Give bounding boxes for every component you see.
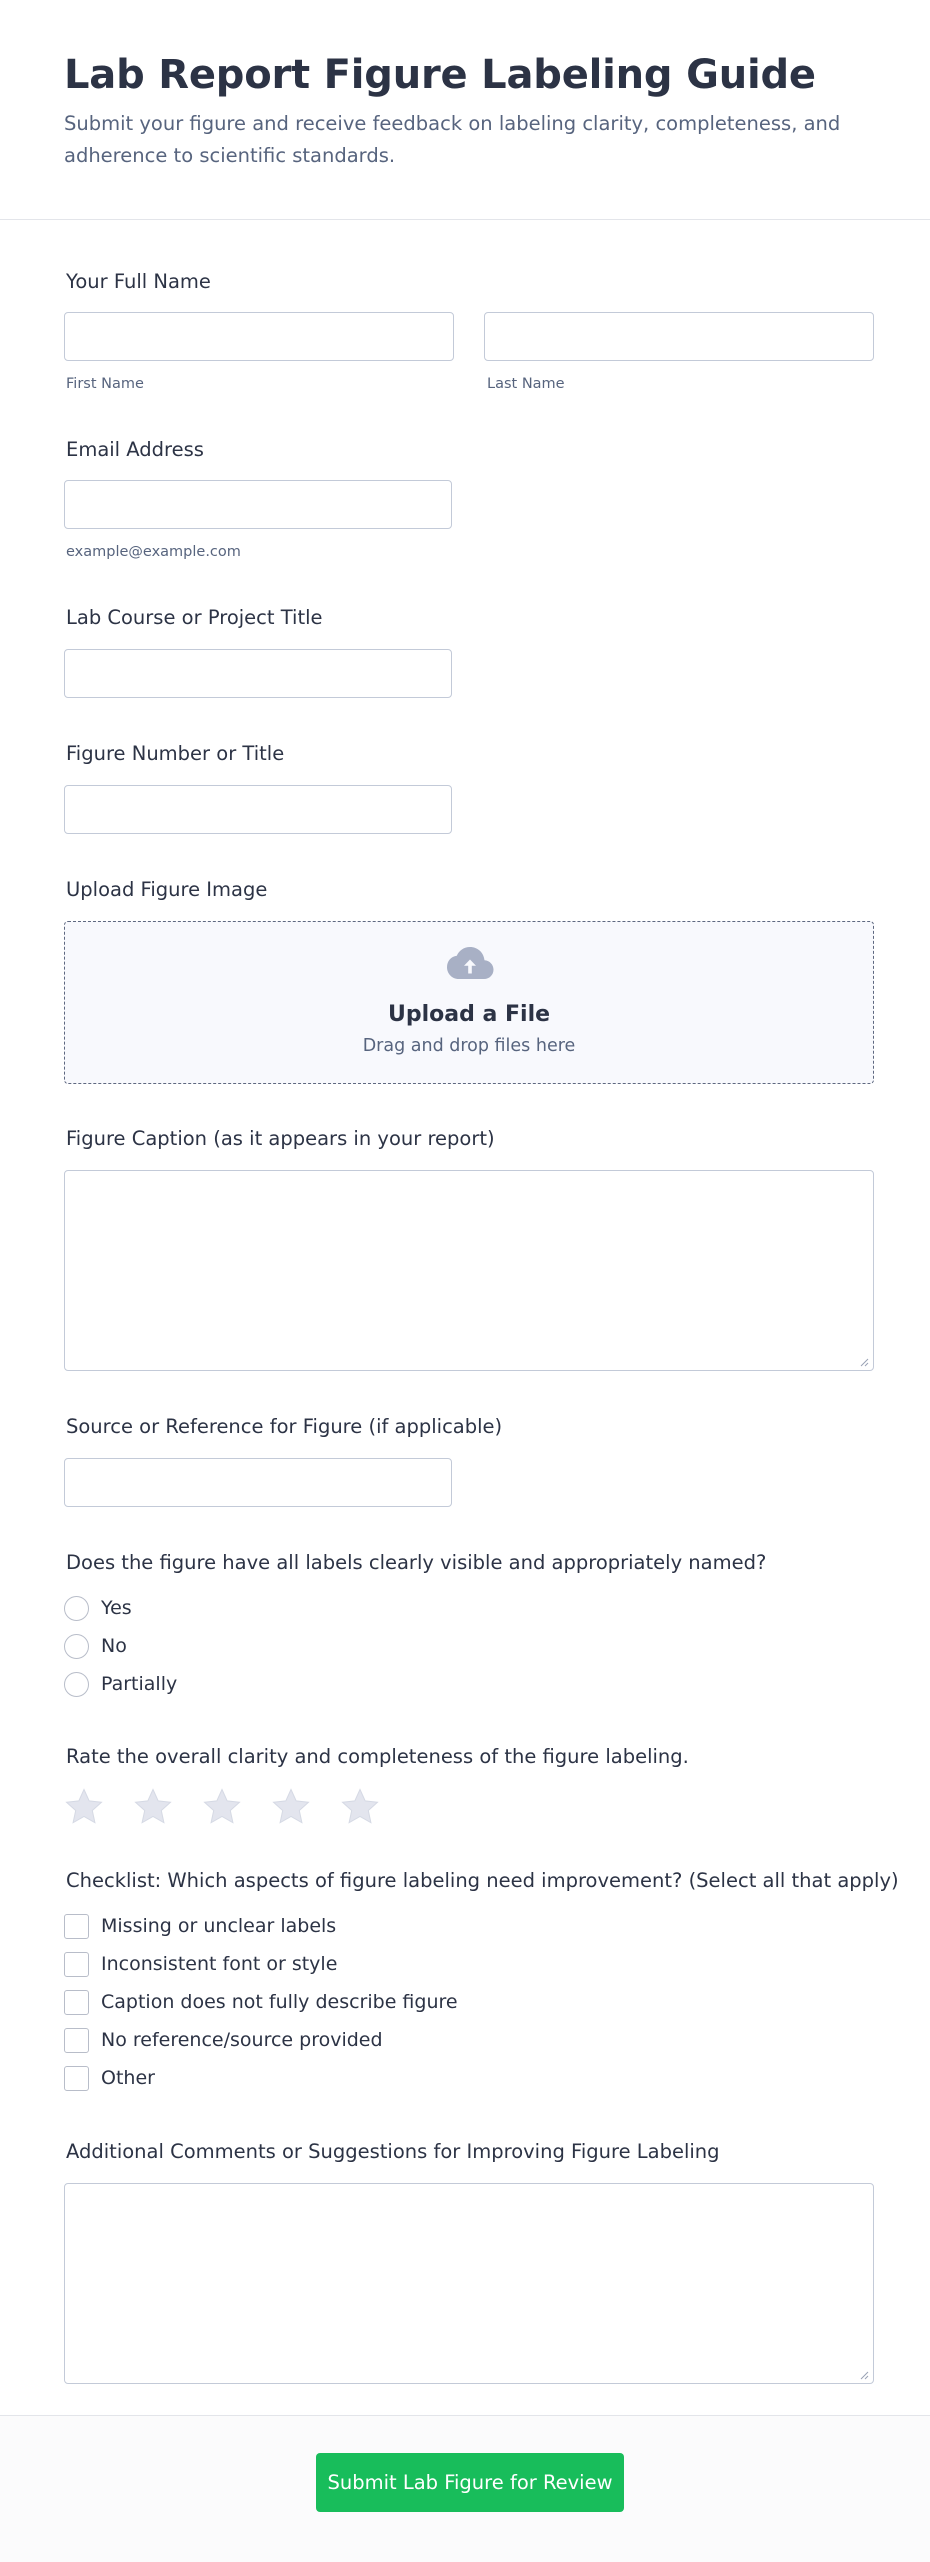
resize-grip-icon[interactable] bbox=[859, 1357, 869, 1367]
checkbox-option-label: Missing or unclear labels bbox=[101, 1915, 337, 1937]
radio-option-no[interactable] bbox=[64, 1632, 127, 1660]
course-label: Lab Course or Project Title bbox=[66, 606, 323, 629]
comments-label: Additional Comments or Suggestions for Improving Figure Labeling bbox=[66, 2140, 720, 2163]
radio-button[interactable] bbox=[64, 1596, 89, 1621]
checkbox-option-label: Other bbox=[101, 2067, 155, 2089]
checkbox-option-inconsistent-font[interactable] bbox=[64, 1950, 337, 1978]
upload-hint: Drag and drop files here bbox=[362, 1036, 576, 1056]
radio-option-label: No bbox=[101, 1635, 127, 1657]
form-footer bbox=[0, 2415, 930, 2562]
comments-textarea[interactable] bbox=[64, 2183, 874, 2384]
caption-textarea[interactable] bbox=[64, 1170, 874, 1371]
checkbox-option-caption[interactable] bbox=[64, 1988, 458, 2016]
figure-title-label: Figure Number or Title bbox=[66, 742, 285, 765]
email-label: Email Address bbox=[66, 438, 204, 461]
first-name-sublabel: First Name bbox=[66, 376, 144, 392]
last-name-sublabel: Last Name bbox=[487, 376, 565, 392]
checkbox[interactable] bbox=[64, 1952, 89, 1977]
source-label: Source or Reference for Figure (if applicable) bbox=[66, 1415, 503, 1438]
checkbox-option-label: Inconsistent font or style bbox=[101, 1953, 338, 1975]
star-icon[interactable] bbox=[202, 1787, 242, 1827]
star-icon[interactable] bbox=[133, 1787, 173, 1827]
caption-label: Figure Caption (as it appears in your report) bbox=[66, 1127, 495, 1150]
cloud-upload-icon bbox=[446, 946, 494, 982]
radio-button[interactable] bbox=[64, 1672, 89, 1697]
checkbox-option-no-reference[interactable] bbox=[64, 2026, 383, 2054]
star-icon[interactable] bbox=[340, 1787, 380, 1827]
checkbox[interactable] bbox=[64, 2066, 89, 2091]
star-icon[interactable] bbox=[64, 1787, 104, 1827]
source-input[interactable] bbox=[64, 1458, 452, 1507]
resize-grip-icon[interactable] bbox=[859, 2370, 869, 2380]
upload-title: Upload a File bbox=[387, 1002, 551, 1027]
checkbox-option-label: No reference/source provided bbox=[101, 2029, 383, 2051]
radio-button[interactable] bbox=[64, 1634, 89, 1659]
checklist-question: Checklist: Which aspects of figure labeling need improvement? (Select all that apply) bbox=[66, 1869, 899, 1892]
course-input[interactable] bbox=[64, 649, 452, 698]
checkbox[interactable] bbox=[64, 1990, 89, 2015]
checkbox-option-label: Caption does not fully describe figure bbox=[101, 1991, 458, 2013]
checkbox[interactable] bbox=[64, 1914, 89, 1939]
file-upload-dropzone[interactable] bbox=[64, 921, 874, 1084]
email-sublabel: example@example.com bbox=[66, 544, 241, 560]
submit-button[interactable]: Submit Lab Figure for Review bbox=[316, 2453, 624, 2512]
upload-label: Upload Figure Image bbox=[66, 878, 268, 901]
radio-option-label: Yes bbox=[101, 1597, 132, 1619]
last-name-input[interactable] bbox=[484, 312, 874, 361]
radio-option-yes[interactable] bbox=[64, 1594, 132, 1622]
radio-option-label: Partially bbox=[101, 1673, 178, 1695]
star-icon[interactable] bbox=[271, 1787, 311, 1827]
form-header bbox=[0, 0, 930, 220]
form-title: Lab Report Figure Labeling Guide bbox=[64, 52, 816, 98]
form-subtitle: Submit your figure and receive feedback on labeling clarity, completeness, and adherence to scientific standards. bbox=[64, 112, 841, 167]
figure-title-input[interactable] bbox=[64, 785, 452, 834]
radio-option-partially[interactable] bbox=[64, 1670, 177, 1698]
labels-visible-question: Does the figure have all labels clearly visible and appropriately named? bbox=[66, 1551, 767, 1574]
email-input[interactable] bbox=[64, 480, 452, 529]
checkbox-option-other[interactable] bbox=[64, 2064, 155, 2092]
rating-question: Rate the overall clarity and completeness of the figure labeling. bbox=[66, 1745, 689, 1768]
full-name-label: Your Full Name bbox=[66, 270, 211, 293]
checkbox[interactable] bbox=[64, 2028, 89, 2053]
checkbox-option-missing-labels[interactable] bbox=[64, 1912, 336, 1940]
first-name-input[interactable] bbox=[64, 312, 454, 361]
